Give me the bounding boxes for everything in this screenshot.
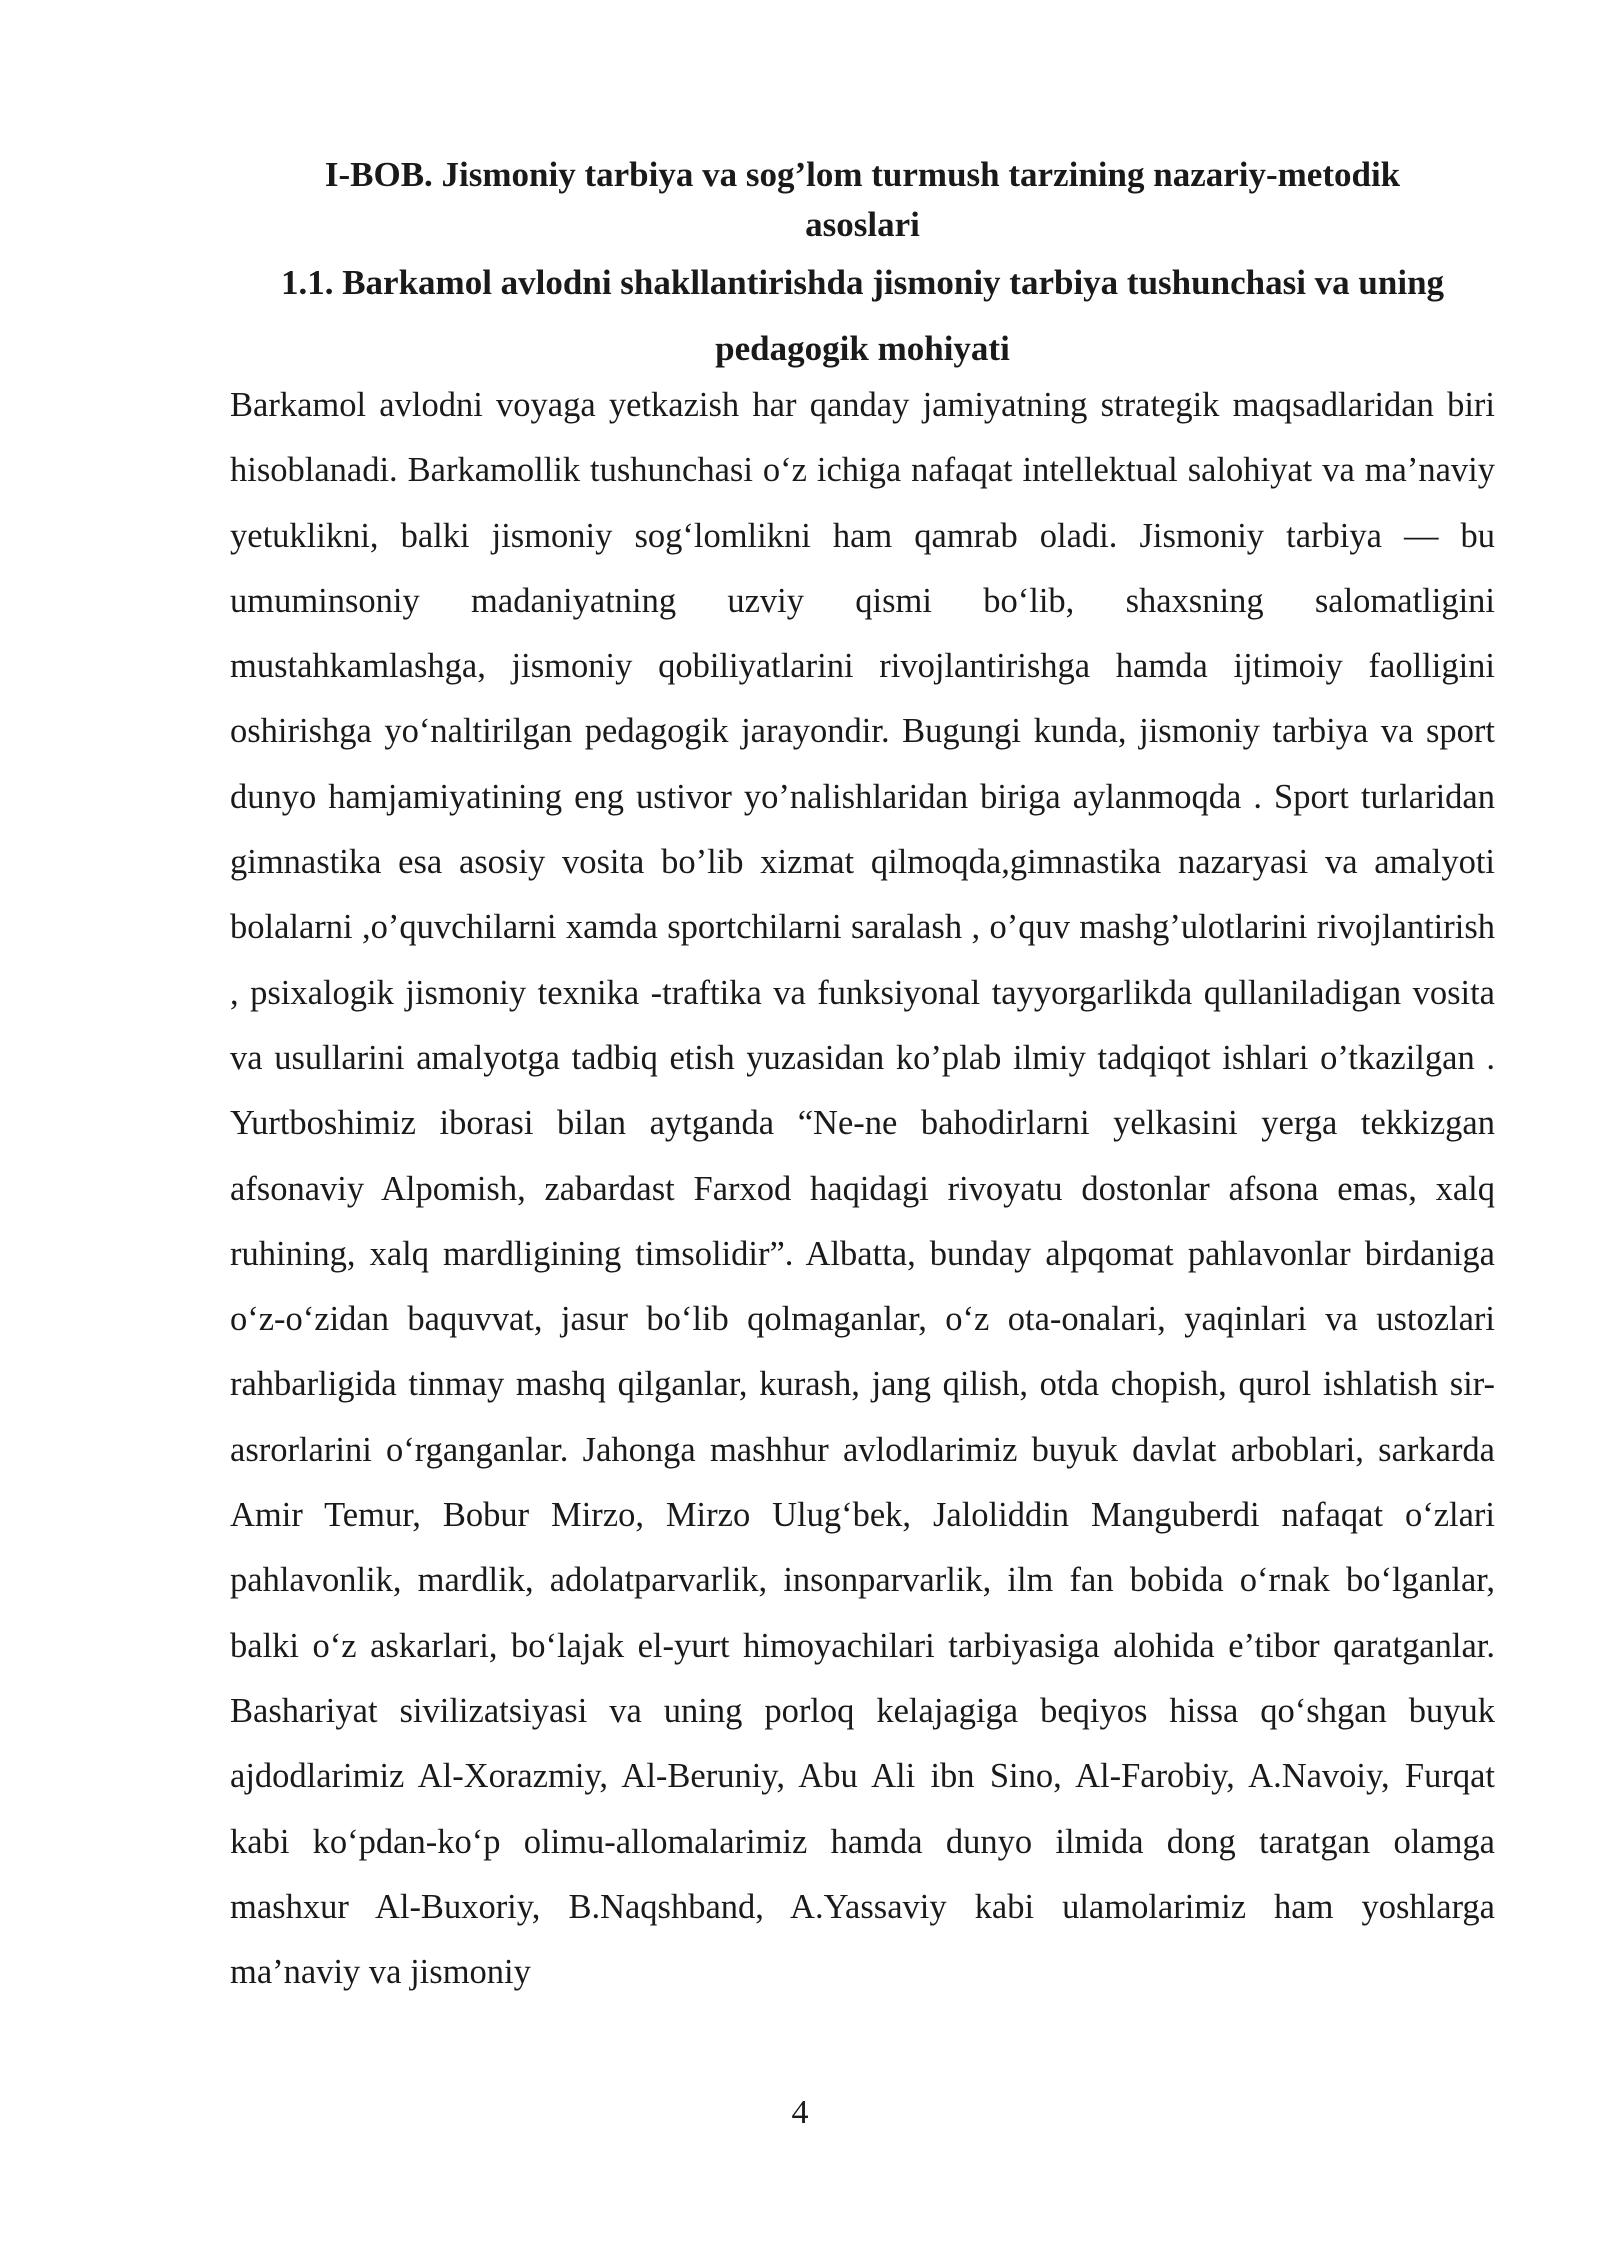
section-title: 1.1. Barkamol avlodni shakllantirishda jismoniy tarbiya tushunchasi va uning pedagogik mohiyati <box>280 263 1445 368</box>
page-number: 4 <box>791 2094 809 2131</box>
chapter-title: I-BOB. Jismoniy tarbiya va sog’lom turmush tarzining nazariy-metodik asoslari <box>324 155 1401 244</box>
heading-block <box>230 150 1495 382</box>
body-paragraph: Barkamol avlodni voyaga yetkazish har qanday jamiyatning strategik maqsadlaridan biri hisoblanadi. Barkamollik tushunchasi o‘z ichiga nafaqat intellektual salohiyat va ma’naviy yetuklikni, balki jismoniy sog‘lomlikni ham qamrab oladi. Jismoniy tarbiya — bu umuminsoniy madaniyatning uzviy qismi bo‘lib, shaxsning salomatligini mustahkamlashga, jismoniy qobiliyatlarini rivojlantirishga hamda ijtimoiy faolligini oshirishga yo‘naltirilgan pedagogik jarayondir. Bugungi kunda, jismoniy tarbiya va sport dunyo hamjamiyatining eng ustivor yo’nalishlaridan biriga aylanmoqda . Sport turlaridan gimnastika esa asosiy vosita bo’lib xizmat qilmoqda,gimnastika nazaryasi va amalyoti bolalarni ,o’quvchilarni xamda sportchilarni saralash , o’quv mashg’ulotlarini rivojlantirish , psixalogik jismoniy texnika -traftika va funksiyonal tayyorgarlikda qullaniladigan vosita va usullarini amalyotga tadbiq etish yuzasidan ko’plab ilmiy tadqiqot ishlari o’tkazilgan . Yurtboshimiz iborasi bilan aytganda “Ne-ne bahodirlarni yelkasini yerga tekkizgan afsonaviy Alpomish, zabardast Farxod haqidagi rivoyatu dostonlar afsona emas, xalq ruhining, xalq mardligining timsolidir”. Albatta, bunday alpqomat pahlavonlar birdaniga o‘z-o‘zidan baquvvat, jasur bo‘lib qolmaganlar, o‘z ota-onalari, yaqinlari va ustozlari rahbarligida tinmay mashq qilganlar, kurash, jang qilish, otda chopish, qurol ishlatish sir-asrorlarini o‘rganganlar. Jahonga mashhur avlodlarimiz buyuk davlat arboblari, sarkarda Amir Temur, Bobur Mirzo, Mirzo Ulug‘bek, Jaloliddin Manguberdi nafaqat o‘zlari pahlavonlik, mardlik, adolatparvarlik, insonparvarlik, ilm fan bobida o‘rnak bo‘lganlar, balki o‘z askarlari, bo‘lajak el-yurt himoyachilari tarbiyasiga alohida e’tibor qaratganlar. Bashariyat sivilizatsiyasi va uning porloq kelajagiga beqiyos hissa qo‘shgan buyuk ajdodlarimiz Al-Xorazmiy, Al-Beruniy, Abu Ali ibn Sino, Al-Farobiy, A.Navoiy, Furqat kabi ko‘pdan-ko‘p olimu-allomalarimiz hamda dunyo ilmida dong taratgan olamga mashxur Al-Buxoriy, B.Naqshband, A.Yassaviy kabi ulamolarimiz ham yoshlarga ma’naviy va jismoniy <box>230 386 1495 1992</box>
